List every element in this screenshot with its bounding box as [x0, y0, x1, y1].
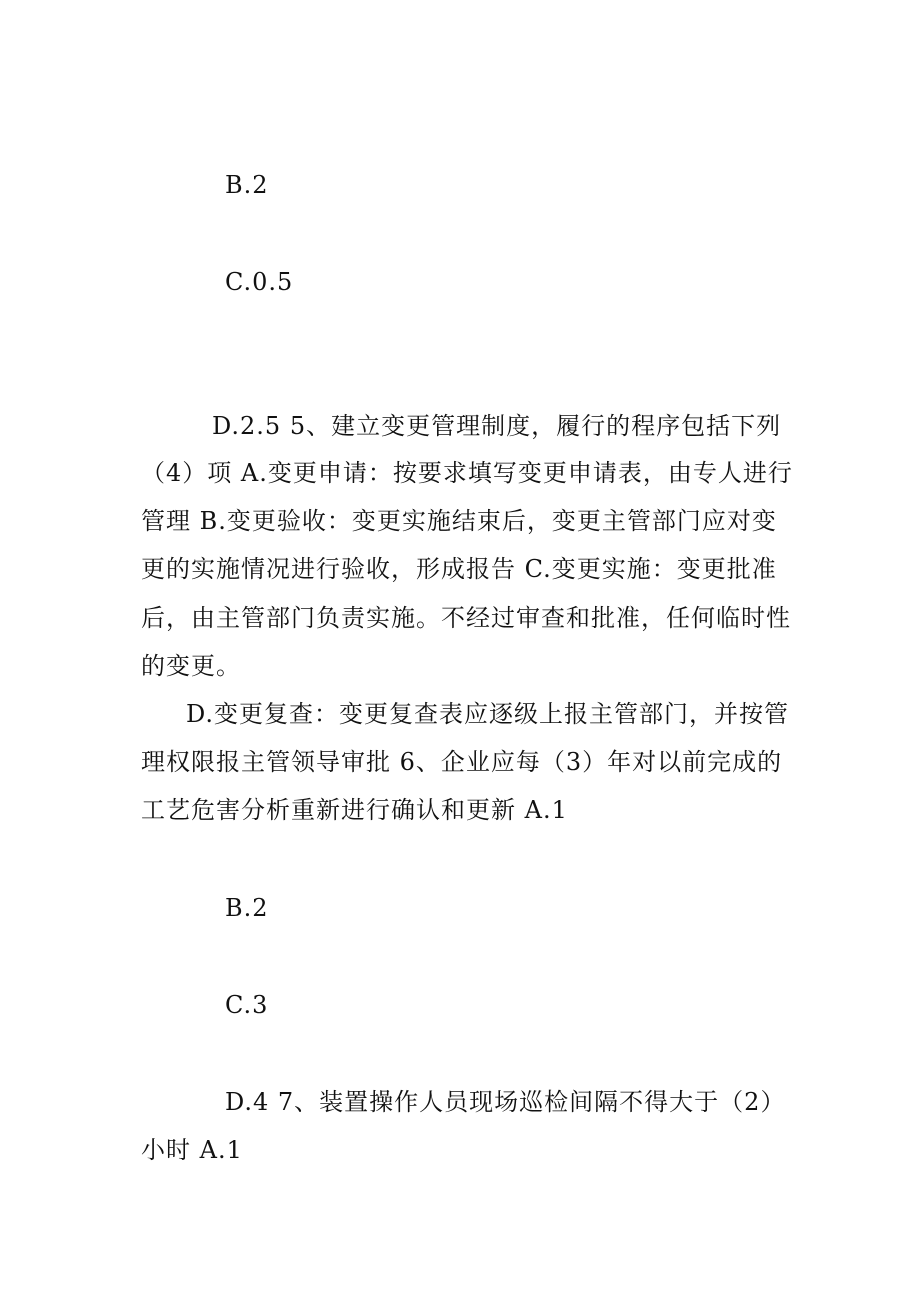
paragraph-line: 工艺危害分析重新进行确认和更新 A.1 — [141, 796, 568, 824]
paragraph-line: 理权限报主管领导审批 6、企业应每（3）年对以前完成的 — [141, 748, 783, 776]
paragraph-line: D.4 7、装置操作人员现场巡检间隔不得大于（2） — [225, 1088, 786, 1116]
option-b-line: B.2 — [225, 171, 269, 199]
option-c-line: C.0.5 — [225, 268, 294, 296]
option-c-line: C.3 — [225, 991, 269, 1019]
paragraph-line: 后，由主管部门负责实施。不经过审查和批准，任何临时性 — [141, 604, 791, 632]
paragraph-line: 的变更。 — [141, 652, 241, 680]
paragraph-line: D.2.5 5、建立变更管理制度，履行的程序包括下列 — [212, 412, 782, 440]
paragraph-line: 更的实施情况进行验收，形成报告 C.变更实施：变更批准 — [141, 555, 777, 583]
paragraph-line: （4）项 A.变更申请：按要求填写变更申请表，由专人进行 — [141, 459, 793, 487]
paragraph-line: 管理 B.变更验收：变更实施结束后，变更主管部门应对变 — [141, 507, 777, 535]
option-b-line: B.2 — [225, 894, 269, 922]
paragraph-line: 小时 A.1 — [141, 1136, 243, 1164]
paragraph-line: D.变更复查：变更复查表应逐级上报主管部门，并按管 — [186, 700, 790, 728]
